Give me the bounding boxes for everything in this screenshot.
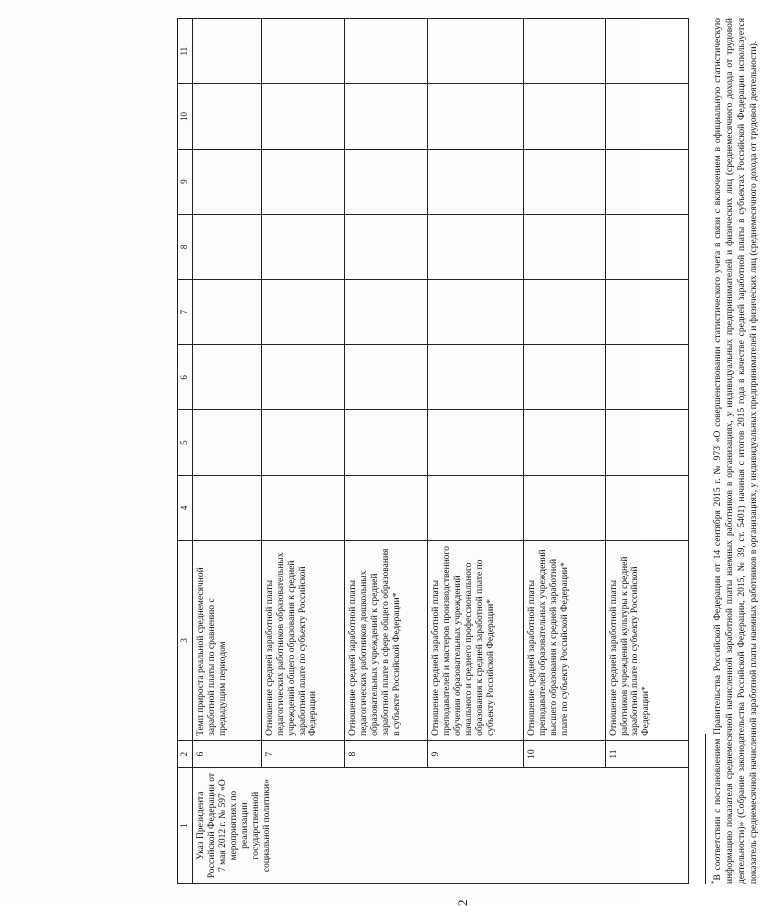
- empty-cell: [345, 214, 428, 279]
- empty-cell: [428, 345, 524, 410]
- empty-cell: [345, 19, 428, 84]
- rotated-content: [165, 2, 775, 902]
- empty-cell: [605, 280, 688, 345]
- row-text: Отношение средней заработной платы педагогических работников дошкольных образовательных учреждений к средней заработной плате в сфере общего образования в субъекте Российской Федерации*: [345, 540, 428, 740]
- row-text: Отношение средней заработной платы преподавателей образовательных учреждений высшего образования к средней заработной плате по субъекту Российской Федерации*: [524, 540, 605, 740]
- empty-cell: [524, 149, 605, 214]
- header-cell: 11: [178, 19, 193, 84]
- header-cell: 3: [178, 540, 193, 740]
- header-cell: 9: [178, 149, 193, 214]
- empty-cell: [605, 149, 688, 214]
- empty-cell: [261, 410, 344, 475]
- page-number: 2: [455, 900, 471, 906]
- empty-cell: [605, 410, 688, 475]
- empty-cell: [605, 214, 688, 279]
- empty-cell: [193, 475, 262, 540]
- table-row: [193, 19, 262, 884]
- row-number: 6: [193, 740, 262, 767]
- row-number: 8: [345, 740, 428, 767]
- empty-cell: [261, 475, 344, 540]
- empty-cell: [345, 280, 428, 345]
- empty-cell: [428, 19, 524, 84]
- empty-cell: [524, 280, 605, 345]
- empty-cell: [605, 19, 688, 84]
- header-cell: 2: [178, 740, 193, 767]
- empty-cell: [428, 475, 524, 540]
- row-number: 10: [524, 740, 605, 767]
- empty-cell: [261, 149, 344, 214]
- row-text: Отношение средней заработной платы педагогических работников образовательных учреждений общего образования к средней заработной плате по субъекту Российской Федерации: [261, 540, 344, 740]
- table-row: [605, 19, 688, 884]
- empty-cell: [261, 280, 344, 345]
- empty-cell: [524, 19, 605, 84]
- empty-cell: [261, 19, 344, 84]
- empty-cell: [193, 345, 262, 410]
- table-row: [524, 19, 605, 884]
- empty-cell: [193, 214, 262, 279]
- empty-cell: [524, 84, 605, 149]
- empty-cell: [345, 149, 428, 214]
- empty-cell: [428, 280, 524, 345]
- empty-cell: [605, 475, 688, 540]
- table-row: [261, 19, 344, 884]
- empty-cell: [261, 214, 344, 279]
- empty-cell: [261, 345, 344, 410]
- empty-cell: [193, 280, 262, 345]
- header-cell: 7: [178, 280, 193, 345]
- empty-cell: [605, 84, 688, 149]
- table-row: [428, 19, 524, 884]
- empty-cell: [605, 345, 688, 410]
- empty-cell: [524, 214, 605, 279]
- empty-cell: [345, 345, 428, 410]
- empty-cell: [428, 84, 524, 149]
- empty-cell: [524, 410, 605, 475]
- row-number: 7: [261, 740, 344, 767]
- header-row: [178, 19, 193, 884]
- empty-cell: [193, 19, 262, 84]
- indicator-table: [177, 18, 689, 884]
- row-text: Отношение средней заработной платы работников учреждений культуры к средней заработной плате по субъекту Российской Федерации*: [605, 540, 688, 740]
- empty-cell: [345, 410, 428, 475]
- header-cell: 4: [178, 475, 193, 540]
- row-text: Темп прироста реальной среднемесячной заработной платы по сравнению с предыдущим периодом: [193, 540, 262, 740]
- footnote-text: В соответствии с постановлением Правительства Российской Федерации от 14 сентября 2015 г. № 973 «О совершенствовании статистического учета в связи с включением в официальную статистическую информацию показателя среднемесячной начисленной заработной платы наемных работников в организациях, у индивидуальных предпринимателей и физических лиц (среднемесячного дохода от трудовой деятельности)» (Собрание законодательства Российской Федерации, 2015, № 39, ст. 5401) начиная с итогов 2015 года в качестве средней заработной платы в субъектах Российской Федерации используется показатель среднемесячной начисленной заработной платы наемных работников в организациях, у индивидуальных предпринимателей и физических лиц (среднемесячного дохода от трудовой деятельности).: [713, 18, 759, 884]
- empty-cell: [345, 475, 428, 540]
- header-cell: 8: [178, 214, 193, 279]
- header-cell: 1: [178, 768, 193, 884]
- row-number: 9: [428, 740, 524, 767]
- empty-cell: [193, 84, 262, 149]
- empty-cell: [345, 84, 428, 149]
- row-number: 11: [605, 740, 688, 767]
- table-row: [345, 19, 428, 884]
- header-cell: 5: [178, 410, 193, 475]
- row-text: Отношение средней заработной платы преподавателей и мастеров производственного обучения образовательных учреждений начального и среднего профессионального образования к средней заработной плате по субъекту Российской Федерации*: [428, 540, 524, 740]
- empty-cell: [428, 149, 524, 214]
- empty-cell: [428, 214, 524, 279]
- group-label: Указ Президента Российской Федерации от 7 мая 2012 г. № 597 «О мероприятиях по реализации государственной социальной политики»: [193, 768, 689, 884]
- footnote-marker: *: [710, 881, 718, 885]
- empty-cell: [428, 410, 524, 475]
- footnote-rule: [705, 734, 706, 884]
- empty-cell: [524, 475, 605, 540]
- empty-cell: [261, 84, 344, 149]
- header-cell: 10: [178, 84, 193, 149]
- header-cell: 6: [178, 345, 193, 410]
- footnote: [705, 18, 761, 884]
- empty-cell: [193, 410, 262, 475]
- empty-cell: [193, 149, 262, 214]
- empty-cell: [524, 345, 605, 410]
